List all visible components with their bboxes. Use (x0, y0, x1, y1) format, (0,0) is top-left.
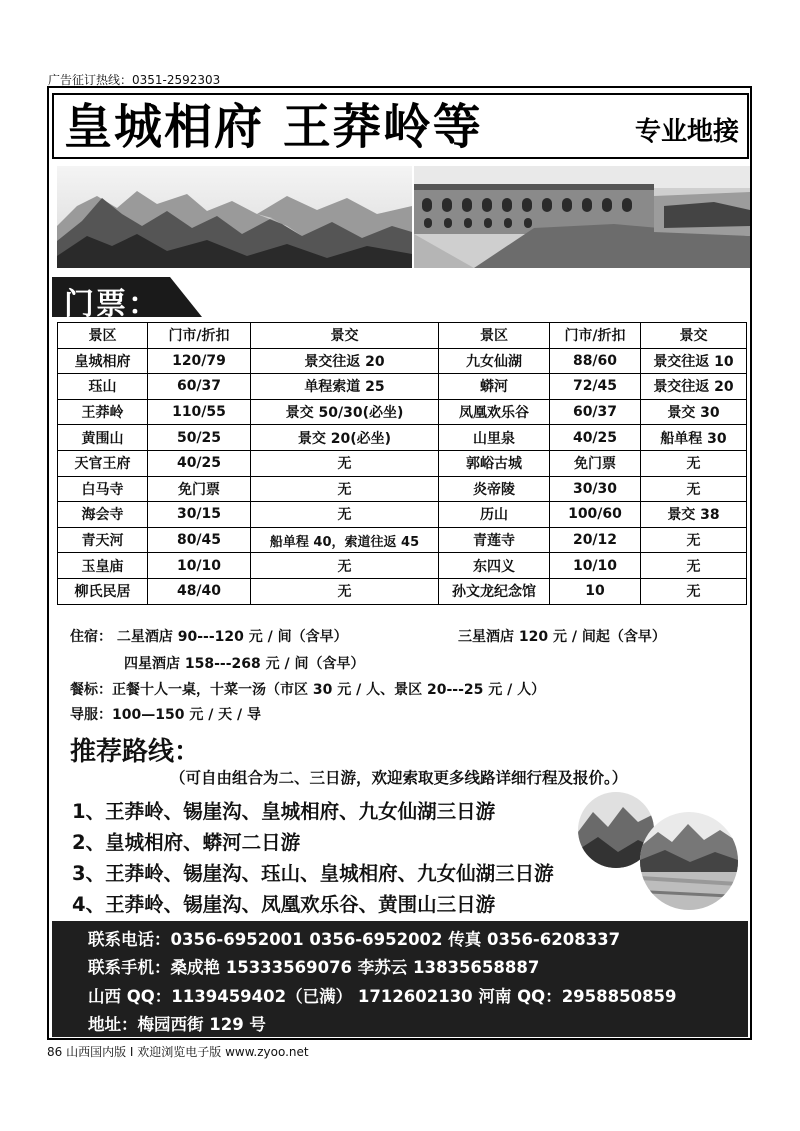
table-cell: 100/60 (550, 502, 641, 528)
title-bar (52, 93, 749, 159)
route-item: 4、王莽岭、锡崖沟、凤凰欢乐谷、黄围山三日游 (72, 893, 496, 916)
table-cell: 皇城相府 (58, 348, 148, 374)
ticket-section-banner (52, 277, 202, 322)
table-row (58, 553, 747, 579)
page-title: 皇城相府 王莽岭等 (64, 99, 483, 155)
table-cell: 60/37 (148, 374, 251, 400)
column-header: 景交 (251, 323, 439, 349)
page-footer: 86 山西国内版 Ⅰ 欢迎浏览电子版 www.zyoo.net (47, 1045, 309, 1059)
table-cell: 白马寺 (58, 476, 148, 502)
table-cell: 炎帝陵 (439, 476, 550, 502)
ticket-section-label: 门票： (64, 287, 160, 322)
table-row (58, 578, 747, 604)
table-cell: 九女仙湖 (439, 348, 550, 374)
table-cell: 40/25 (148, 450, 251, 476)
table-cell: 60/37 (550, 399, 641, 425)
table-cell: 王莽岭 (58, 399, 148, 425)
table-cell: 30/30 (550, 476, 641, 502)
table-cell: 珏山 (58, 374, 148, 400)
routes-note: （可自由组合为二、三日游，欢迎索取更多线路详细行程及报价。） (170, 769, 628, 787)
table-cell: 10/10 (148, 553, 251, 579)
table-cell: 景交往返 20 (251, 348, 439, 374)
table-cell: 30/15 (148, 502, 251, 528)
mountain-photo (57, 166, 412, 268)
table-row (58, 527, 747, 553)
ticket-price-table (57, 322, 747, 605)
table-cell: 48/40 (148, 578, 251, 604)
guide-fee: 导服：100—150 元 / 天 / 导 (70, 707, 262, 723)
table-row (58, 450, 747, 476)
table-cell: 青莲寺 (439, 527, 550, 553)
table-cell: 凤凰欢乐谷 (439, 399, 550, 425)
table-cell: 10 (550, 578, 641, 604)
contact-address: 地址：梅园西街 129 号 (88, 1015, 266, 1034)
table-cell: 景交 20(必坐) (251, 425, 439, 451)
column-header: 门市/折扣 (148, 323, 251, 349)
table-cell: 无 (251, 502, 439, 528)
table-cell: 80/45 (148, 527, 251, 553)
table-cell: 历山 (439, 502, 550, 528)
lodging-line-1: 住宿： 二星酒店 90---120 元 / 间（含早） (70, 629, 348, 645)
table-cell: 景交往返 10 (641, 348, 747, 374)
table-cell: 景交 38 (641, 502, 747, 528)
table-cell: 20/12 (550, 527, 641, 553)
table-cell: 玉皇庙 (58, 553, 148, 579)
table-cell: 青天河 (58, 527, 148, 553)
contact-mobile: 联系手机：桑成艳 15333569076 李苏云 13835658887 (88, 958, 540, 977)
castle-photo (414, 166, 750, 268)
table-cell: 船单程 40，索道往返 45 (251, 527, 439, 553)
table-cell: 船单程 30 (641, 425, 747, 451)
table-cell: 郭峪古城 (439, 450, 550, 476)
table-cell: 无 (251, 476, 439, 502)
column-header: 景交 (641, 323, 747, 349)
table-cell: 蟒河 (439, 374, 550, 400)
table-header-row (58, 323, 747, 349)
table-cell: 40/25 (550, 425, 641, 451)
table-cell: 无 (641, 476, 747, 502)
table-cell: 无 (251, 578, 439, 604)
lodging-line-3: 四星酒店 158---268 元 / 间（含早） (124, 656, 365, 672)
table-cell: 孙文龙纪念馆 (439, 578, 550, 604)
table-cell: 景交 30 (641, 399, 747, 425)
table-cell: 柳氏民居 (58, 578, 148, 604)
table-row (58, 399, 747, 425)
lodging-line-2: 三星酒店 120 元 / 间起（含早） (458, 629, 666, 645)
contact-qq: 山西 QQ：1139459402（已满） 1712602130 河南 QQ：2958850859 (88, 987, 677, 1006)
table-cell: 山里泉 (439, 425, 550, 451)
table-cell: 景交往返 20 (641, 374, 747, 400)
table-cell: 110/55 (148, 399, 251, 425)
ad-hotline: 广告征订热线：0351-2592303 (48, 73, 221, 87)
table-cell: 无 (251, 450, 439, 476)
table-cell: 东四义 (439, 553, 550, 579)
table-cell: 无 (641, 553, 747, 579)
column-header: 门市/折扣 (550, 323, 641, 349)
table-cell: 天官王府 (58, 450, 148, 476)
table-cell: 88/60 (550, 348, 641, 374)
table-cell: 免门票 (148, 476, 251, 502)
table-cell: 无 (641, 527, 747, 553)
table-row (58, 374, 747, 400)
table-row (58, 502, 747, 528)
table-cell: 免门票 (550, 450, 641, 476)
table-cell: 无 (641, 578, 747, 604)
table-row (58, 476, 747, 502)
table-cell: 10/10 (550, 553, 641, 579)
table-cell: 无 (251, 553, 439, 579)
table-cell: 120/79 (148, 348, 251, 374)
page-subtitle: 专业地接 (634, 117, 739, 147)
table-cell: 50/25 (148, 425, 251, 451)
table-cell: 72/45 (550, 374, 641, 400)
meal-standard: 餐标：正餐十人一桌，十菜一汤（市区 30 元 / 人、景区 20---25 元 / 人） (70, 682, 546, 698)
route-item: 1、王莽岭、锡崖沟、皇城相府、九女仙湖三日游 (72, 800, 496, 823)
route-item: 2、皇城相府、蟒河二日游 (72, 831, 301, 854)
route-item: 3、王莽岭、锡崖沟、珏山、皇城相府、九女仙湖三日游 (72, 862, 554, 885)
lake-circle-photo (640, 812, 738, 910)
contact-phone: 联系电话：0356-6952001 0356-6952002 传真 0356-6208337 (88, 930, 621, 949)
contact-box (52, 921, 748, 1037)
table-cell: 单程索道 25 (251, 374, 439, 400)
column-header: 景区 (58, 323, 148, 349)
table-cell: 黄围山 (58, 425, 148, 451)
table-cell: 无 (641, 450, 747, 476)
table-row (58, 348, 747, 374)
column-header: 景区 (439, 323, 550, 349)
table-row (58, 425, 747, 451)
table-cell: 海会寺 (58, 502, 148, 528)
table-cell: 景交 50/30(必坐) (251, 399, 439, 425)
routes-title: 推荐路线： (70, 737, 201, 767)
